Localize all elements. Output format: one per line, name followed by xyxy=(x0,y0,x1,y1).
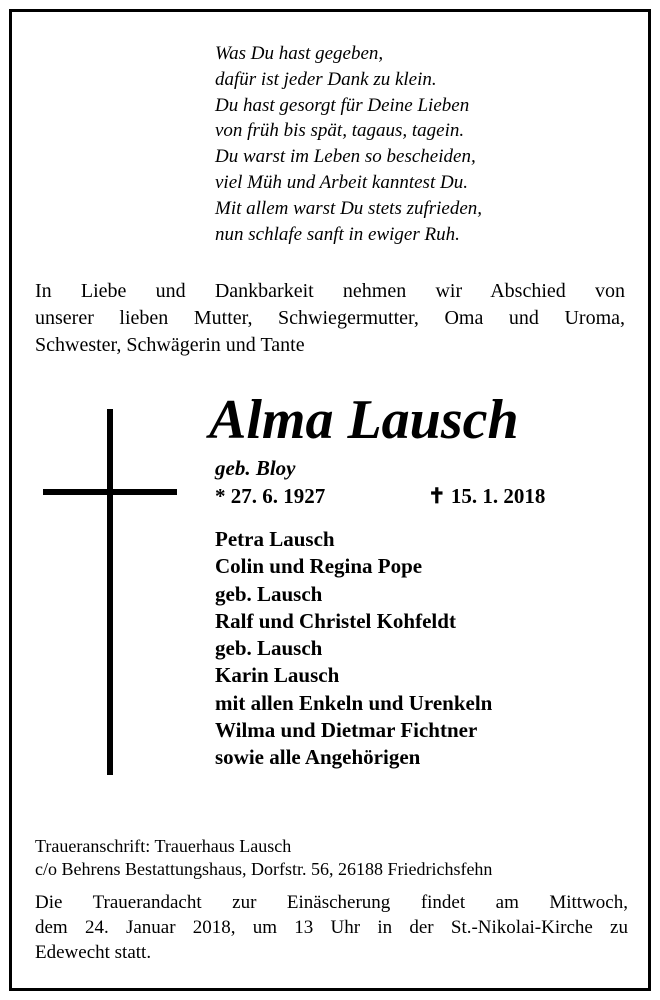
address-line: Traueranschrift: Trauerhaus Lausch xyxy=(35,836,292,856)
intro-text xyxy=(35,278,625,359)
poem-line: nun schlafe sanft in ewiger Ruh. xyxy=(215,223,460,245)
intro-line: Schwester, Schwägerin und Tante xyxy=(35,334,305,356)
family-list xyxy=(215,526,492,772)
death-date: ✝ 15. 1. 2018 xyxy=(428,484,546,508)
birth-date: * 27. 6. 1927 xyxy=(215,484,326,508)
poem-line: dafür ist jeder Dank zu klein. xyxy=(215,68,437,90)
service-line: dem 24. Januar 2018, um 13 Uhr in der St.-Nikolai-Kirche zu xyxy=(35,917,628,938)
maiden-name: geb. Bloy xyxy=(215,456,296,480)
poem-line: viel Müh und Arbeit kanntest Du. xyxy=(215,171,468,193)
family-line: Karin Lausch xyxy=(215,663,340,688)
poem-line: Mit allem warst Du stets zufrieden, xyxy=(215,197,483,219)
family-line: Ralf und Christel Kohfeldt xyxy=(215,608,456,633)
family-line: Wilma und Dietmar Fichtner xyxy=(215,718,478,743)
family-line: geb. Lausch xyxy=(215,581,323,606)
family-line: mit allen Enkeln und Urenkeln xyxy=(215,690,493,715)
poem-line: Du hast gesorgt für Deine Lieben xyxy=(215,94,470,116)
cross-horizontal-bar xyxy=(43,489,177,495)
poem-line: Was Du hast gegeben, xyxy=(215,43,384,64)
service-line: Edewecht statt. xyxy=(35,942,152,963)
address-line: c/o Behrens Bestattungshaus, Dorfstr. 56, 26188 Friedrichsfehn xyxy=(35,859,493,879)
family-line: Petra Lausch xyxy=(215,527,335,551)
deceased-name: Alma Lausch xyxy=(209,389,519,451)
service-line: Die Trauerandacht zur Einäscherung findet am Mittwoch, xyxy=(35,892,628,913)
cross-vertical-bar xyxy=(107,409,113,775)
service-info xyxy=(35,890,628,965)
intro-line: unserer lieben Mutter, Schwiegermutter, Oma und Uroma, xyxy=(35,307,625,329)
family-line: Colin und Regina Pope xyxy=(215,554,423,579)
poem-line: von früh bis spät, tagaus, tagein. xyxy=(215,120,465,142)
poem-line: Du warst im Leben so bescheiden, xyxy=(215,146,476,168)
intro-line: In Liebe und Dankbarkeit nehmen wir Abschied von xyxy=(35,280,625,302)
poem xyxy=(215,41,635,247)
family-line: geb. Lausch xyxy=(215,636,323,661)
obituary-frame xyxy=(9,9,651,991)
mourning-address xyxy=(35,835,635,881)
family-line: sowie alle Angehörigen xyxy=(215,745,421,770)
